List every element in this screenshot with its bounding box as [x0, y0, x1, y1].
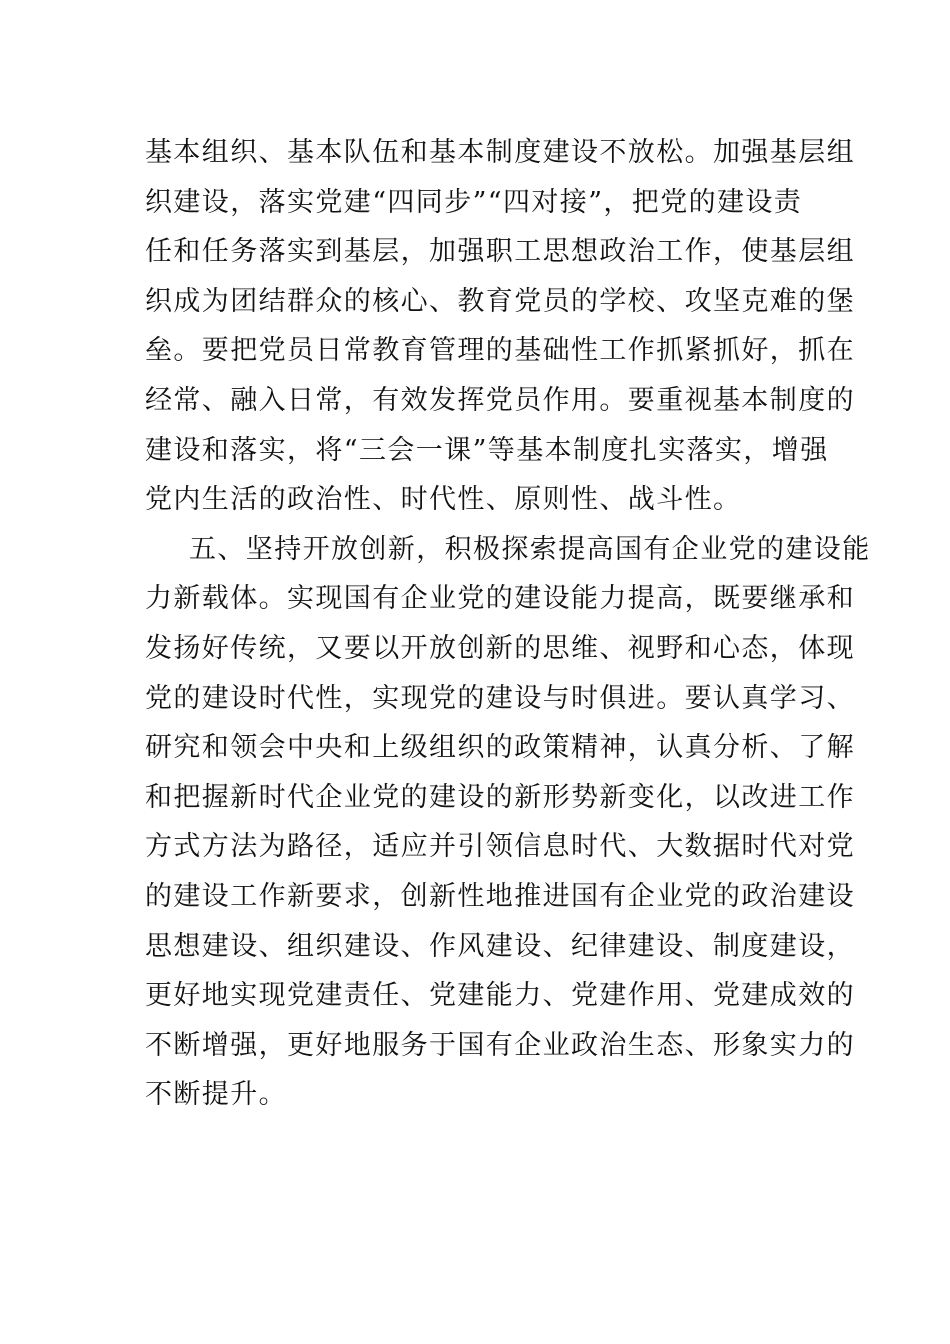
text-line: 力新载体。实现国有企业党的建设能力提高，既要继承和	[145, 583, 855, 615]
text-line: 不断提升。	[145, 1079, 287, 1111]
text-line: 任和任务落实到基层，加强职工思想政治工作，使基层组	[145, 236, 855, 268]
paragraph-open-innovation	[145, 525, 871, 1120]
document-page	[145, 128, 871, 1120]
text-line: 党的建设时代性，实现党的建设与时俱进。要认真学习、	[145, 682, 855, 714]
text-line: 方式方法为路径，适应并引领信息时代、大数据时代对党	[145, 831, 855, 863]
text-line: 更好地实现党建责任、党建能力、党建作用、党建成效的	[145, 980, 855, 1012]
paragraph-party-organization	[145, 128, 855, 525]
text-line: 织成为团结群众的核心、教育党员的学校、攻坚克难的堡	[145, 285, 855, 317]
text-line: 和把握新时代企业党的建设的新形势新变化，以改进工作	[145, 781, 855, 813]
text-line: 思想建设、组织建设、作风建设、纪律建设、制度建设，	[145, 930, 855, 962]
text-line: 研究和领会中央和上级组织的政策精神，认真分析、了解	[145, 732, 855, 764]
text-line: 经常、融入日常，有效发挥党员作用。要重视基本制度的	[145, 384, 855, 416]
text-line: 的建设工作新要求，创新性地推进国有企业党的政治建设	[145, 880, 855, 912]
text-line-indented: 五、坚持开放创新，积极探索提高国有企业党的建设能	[189, 533, 871, 565]
text-line: 织建设，落实党建“四同步”“四对接”，把党的建设责	[145, 186, 803, 218]
text-line: 党内生活的政治性、时代性、原则性、战斗性。	[145, 484, 742, 516]
text-line: 建设和落实，将“三会一课”等基本制度扎实落实，增强	[145, 434, 829, 466]
text-line: 垒。要把党员日常教育管理的基础性工作抓紧抓好，抓在	[145, 335, 855, 367]
text-line: 不断增强，更好地服务于国有企业政治生态、形象实力的	[145, 1029, 855, 1061]
text-line: 基本组织、基本队伍和基本制度建设不放松。加强基层组	[145, 137, 855, 168]
text-line: 发扬好传统，又要以开放创新的思维、视野和心态，体现	[145, 632, 855, 664]
